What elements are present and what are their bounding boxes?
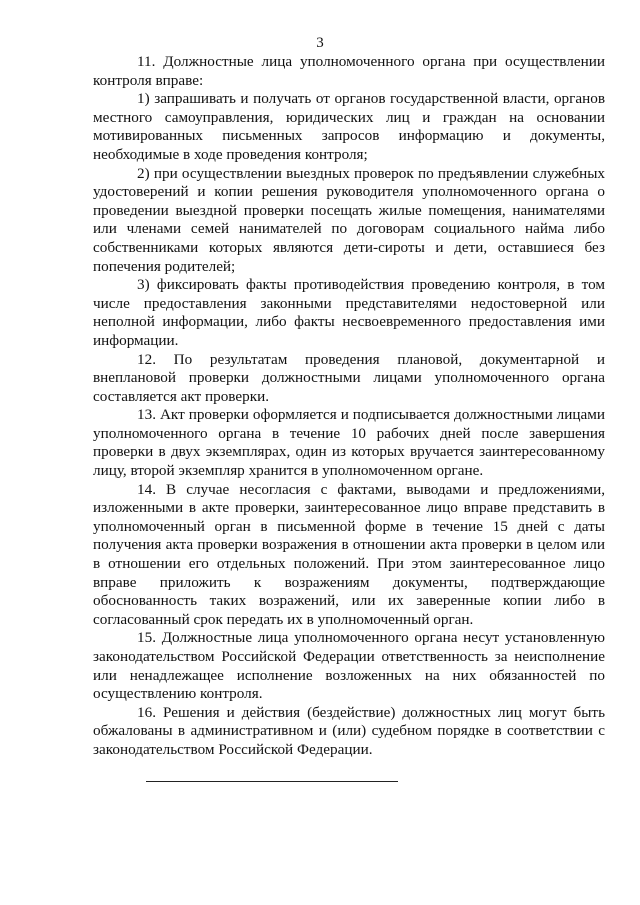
paragraph-16: 16. Решения и действия (бездействие) должностных лиц могут быть обжалованы в административном и (или) судебном порядке в соответствии с законодательством Российской Федерации. xyxy=(93,703,605,758)
paragraph-14: 14. В случае несогласия с фактами, выводами и предложениями, изложенными в акте проверки, заинтересованное лицо вправе представить в уполномоченный орган в письменной форме в течение 15 дней с даты получения акта проверки возражения в отношении акта проверки в целом или в отношении его отдельных положений. При этом заинтересованное лицо вправе приложить к возражениям документы, подтверждающие обоснованность таких возражений, или их заверенные копии либо в согласованный срок передать их в уполномоченный орган. xyxy=(93,480,605,628)
paragraph-11-item-2: 2) при осуществлении выездных проверок по предъявлении служебных удостоверений и копии решения руководителя уполномоченного органа о проведении выездной проверки посещать жилые помещения, нанимателями или членами семей нанимателей по договорам социального найма либо собственниками которых являются дети-сироты и дети, оставшиеся без попечения родителей; xyxy=(93,164,605,275)
document-body xyxy=(93,53,605,760)
page-number: 3 xyxy=(316,35,324,51)
paragraph-11-item-3: 3) фиксировать факты противодействия проведению контроля, в том числе предоставления законными представителями недостоверной или неполной информации, либо факты несвоевременного предоставления ими информации. xyxy=(93,276,605,349)
paragraph-13: 13. Акт проверки оформляется и подписывается должностными лицами уполномоченного органа в течение 10 рабочих дней после завершения проверки в двух экземплярах, один из которых вручается заинтересованному лицу, второй экземпляр хранится в уполномоченном органе. xyxy=(93,406,605,480)
paragraph-15: 15. Должностные лица уполномоченного органа несут установленную законодательством Российской Федерации ответственность за неисполнение или ненадлежащее исполнение возложенных на них обязанностей по осуществлению контроля. xyxy=(93,629,605,703)
paragraph-11: 11. Должностные лица уполномоченного органа при осуществлении контроля вправе: xyxy=(93,53,605,89)
paragraph-12: 12. По результатам проведения плановой, документарной и внеплановой проверки должностными лицами уполномоченного органа составляется акт проверки. xyxy=(93,350,605,405)
end-separator-line xyxy=(146,781,398,782)
paragraph-11-item-1: 1) запрашивать и получать от органов государственной власти, органов местного самоуправления, юридических лиц и граждан на основании мотивированных письменных запросов информацию и документы, необходимые в ходе проведения контроля; xyxy=(93,90,605,163)
